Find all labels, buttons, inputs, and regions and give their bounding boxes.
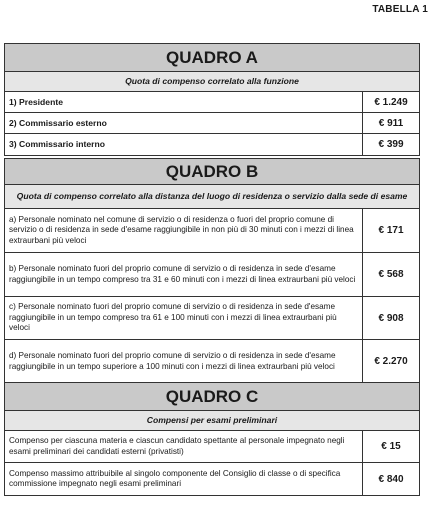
row-label: b) Personale nominato fuori del proprio comune di servizio o di residenza in sede d'esame raggiungibile in un tempo compreso tra 31 e 60 minuti con i mezzi di linea extraurbani più veloci: [5, 253, 363, 296]
row-label: 1) Presidente: [5, 92, 363, 112]
quadro-c-subtitle: Compensi per esami preliminari: [5, 411, 419, 431]
quadro-a-table: [4, 43, 420, 156]
row-label: Compenso massimo attribuibile al singolo componente del Consiglio di classe o di specifica commissione impegnato negli esami preliminari: [5, 463, 363, 495]
table-row: [5, 113, 419, 134]
table-row: [5, 340, 419, 383]
quadro-b-subtitle: Quota di compenso correlato alla distanza del luogo di residenza o servizio dalla sede di esame: [5, 185, 419, 209]
table-row: [5, 253, 419, 297]
quadro-c-title: QUADRO C: [5, 383, 419, 411]
row-value: € 1.249: [374, 96, 408, 108]
row-value: € 840: [378, 473, 404, 485]
row-label: Compenso per ciascuna materia e ciascun candidato spettante al personale impegnato negli esami preliminari dei candidati esterni (privatisti): [5, 431, 363, 462]
row-value: € 2.270: [374, 356, 408, 367]
row-value: € 399: [378, 139, 404, 150]
row-value: € 908: [378, 312, 404, 324]
quadro-b-table: [4, 158, 420, 384]
row-label: c) Personale nominato fuori del proprio comune di servizio o di residenza in sede d'esame raggiungibile in un tempo compreso tra 61 e 100 minuti con i mezzi di linea extraurbani più veloci: [5, 297, 363, 339]
row-value: € 171: [378, 225, 404, 236]
row-value: € 568: [378, 269, 404, 280]
quadro-b-title: QUADRO B: [5, 159, 419, 185]
table-row: [5, 134, 419, 155]
quadro-a-subtitle: Quota di compenso correlato alla funzione: [5, 72, 419, 92]
quadro-a-title: QUADRO A: [5, 44, 419, 72]
table-row: [5, 431, 419, 463]
row-value: € 15: [381, 441, 401, 452]
row-label: a) Personale nominato nel comune di servizio o di residenza o fuori del proprio comune di servizio o di residenza in sede d'esame raggiungibile in non più di 30 minuti con i mezzi di linea extraurbani più veloci: [5, 209, 363, 252]
table-row: [5, 463, 419, 495]
row-label: d) Personale nominato fuori del proprio comune di servizio o di residenza in sede d'esame raggiungibile in un tempo superiore a 100 minuti con i mezzi di linea extraurbani più veloci: [5, 340, 363, 383]
table-row: [5, 92, 419, 113]
page-label: TABELLA 1: [372, 4, 428, 15]
quadro-c-table: [4, 382, 420, 496]
row-value: € 911: [378, 117, 404, 129]
row-label: 2) Commissario esterno: [5, 113, 363, 133]
table-row: [5, 209, 419, 253]
table-row: [5, 297, 419, 340]
row-label: 3) Commissario interno: [5, 134, 363, 155]
